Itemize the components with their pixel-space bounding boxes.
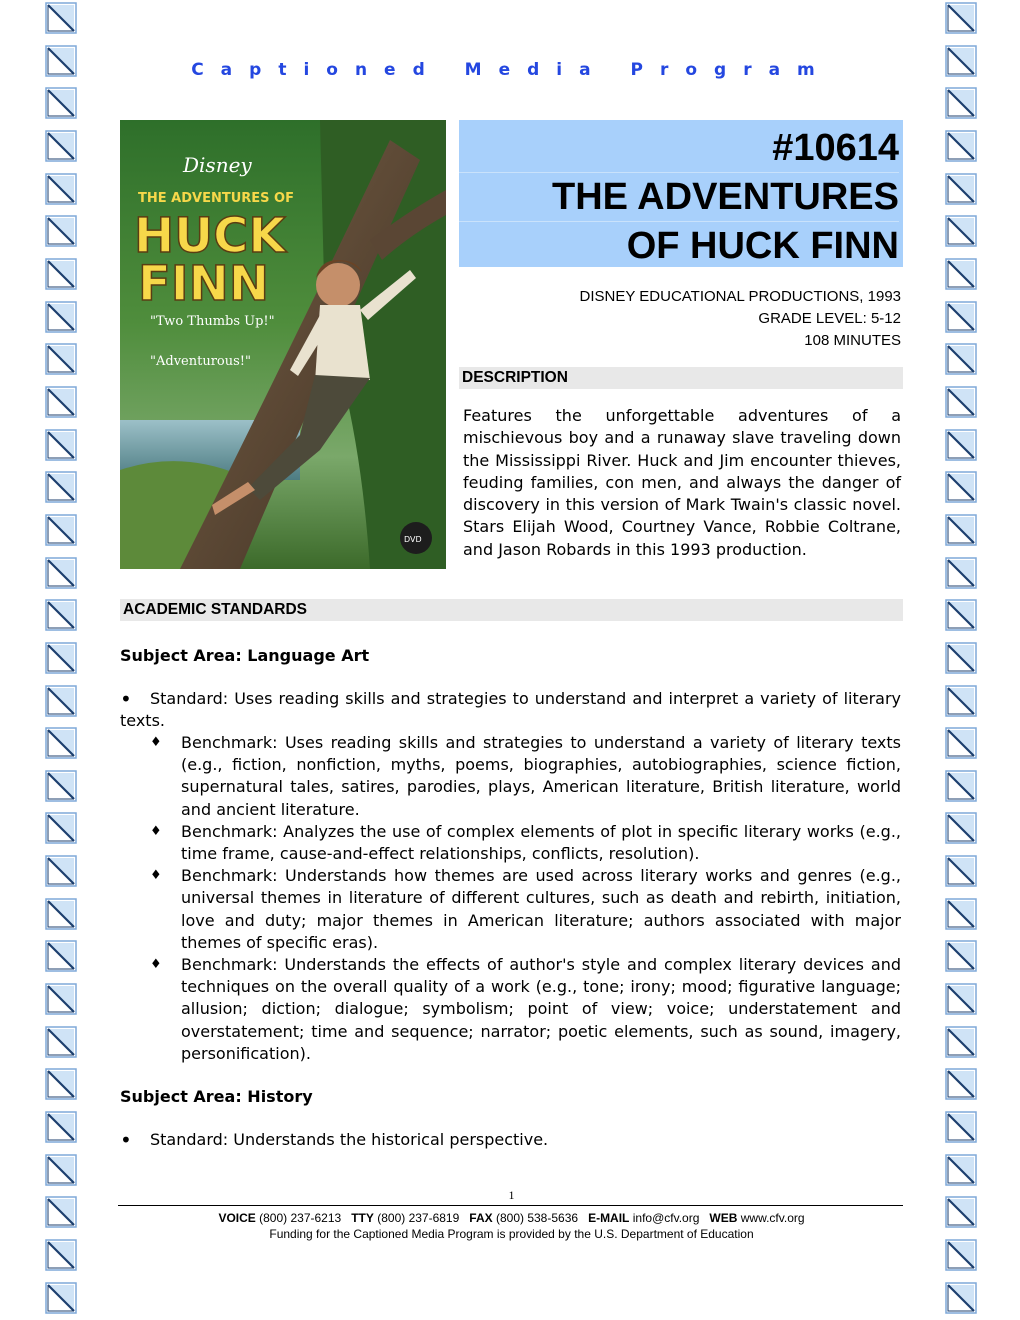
poster-quote-2: "Adventurous!" <box>150 354 251 369</box>
program-title: Captioned Media Program <box>191 60 832 80</box>
border-tile-icon <box>945 258 979 294</box>
border-tile-icon <box>945 1154 979 1190</box>
title-block <box>459 120 903 267</box>
border-tile-icon <box>45 1282 79 1318</box>
border-tile-icon <box>45 983 79 1019</box>
standard-2-text: Standard: Understands the historical perspective. <box>150 1130 549 1149</box>
border-tile-icon <box>45 45 79 81</box>
border-tile-icon <box>45 514 79 550</box>
subject-area-language-art: Subject Area: Language Art <box>120 646 370 665</box>
benchmark-item: ♦ Benchmark: Understands how themes are used across literary works and genres (e.g., universal themes in literature of different cultures, such as death and rebirth, initiation, love and duty; major themes in American literature; authors associated with major themes of specific eras). <box>150 866 901 952</box>
poster-quote-1: "Two Thumbs Up!" <box>150 314 275 329</box>
bullet-icon: • <box>120 687 132 711</box>
border-tile-icon <box>45 301 79 337</box>
border-tile-icon <box>45 1154 79 1190</box>
border-tile-icon <box>45 898 79 934</box>
web-link[interactable]: www.cfv.org <box>740 1211 805 1225</box>
border-tile-icon <box>945 855 979 891</box>
poster-title-top: THE ADVENTURES OF <box>138 191 294 206</box>
border-tile-icon <box>45 2 79 38</box>
border-tile-icon <box>945 215 979 251</box>
border-tile-icon <box>945 2 979 38</box>
border-tile-icon <box>45 855 79 891</box>
description-text: Features the unforgettable adventures of a mischievous boy and a runaway slave traveling down the Mississippi River. Huck and Jim encounter thieves, feuding families, con men, and always the danger of discovery in this version of Mark Twain's classic novel. Stars Elijah Wood, Courtney Vance, Robbie Coltrane, and Jason Robards in this 1993 production. <box>463 406 901 559</box>
diamond-bullet-icon: ♦ <box>150 868 162 884</box>
description-heading: DESCRIPTION <box>459 367 903 389</box>
benchmark-item: ♦ Benchmark: Uses reading skills and strategies to understand a variety of literary texts (e.g., fiction, nonfiction, myths, poems, biographies, autobiographies, science fiction, supernatural tales, satires, parodies, plays, American literature, British literature, world and ancient literature. <box>150 733 901 819</box>
border-tile-icon <box>945 1196 979 1232</box>
border-tile-icon <box>945 983 979 1019</box>
border-tile-icon <box>945 770 979 806</box>
border-tile-icon <box>945 173 979 209</box>
diamond-bullet-icon: ♦ <box>150 735 162 750</box>
border-tile-icon <box>945 386 979 422</box>
left-border <box>45 0 79 1320</box>
border-tile-icon <box>45 1239 79 1275</box>
border-tile-icon <box>45 429 79 465</box>
title-line-2: OF HUCK FINN <box>626 225 899 267</box>
border-tile-icon <box>945 87 979 123</box>
title-line-1: THE ADVENTURES <box>459 173 899 222</box>
border-tile-icon <box>945 1239 979 1275</box>
subject-area-history: Subject Area: History <box>120 1087 313 1106</box>
border-tile-icon <box>945 1068 979 1104</box>
border-tile-icon <box>945 599 979 635</box>
border-tile-icon <box>45 1026 79 1062</box>
benchmark-item: ♦ Benchmark: Understands the effects of author's style and complex literary devices and techniques on the overall quality of a work (e.g., tone; irony; mood; figurative language; allusion; diction; dialogue; symbolism; point of view; voice; understatement and overstatement; time and sequence; narrator; poetic elements, such as sound, imagery, personification). <box>150 955 901 1063</box>
border-tile-icon <box>945 471 979 507</box>
border-tile-icon <box>945 940 979 976</box>
voice-phone: (800) 237-6213 <box>259 1211 342 1225</box>
border-tile-icon <box>945 1282 979 1318</box>
border-tile-icon <box>945 685 979 721</box>
border-tile-icon <box>945 812 979 848</box>
border-tile-icon <box>945 557 979 593</box>
email-link[interactable]: info@cfv.org <box>632 1211 700 1225</box>
bullet-icon: • <box>120 1128 132 1152</box>
border-tile-icon <box>945 45 979 81</box>
border-tile-icon <box>45 471 79 507</box>
border-tile-icon <box>45 130 79 166</box>
fax-phone: (800) 538-5636 <box>495 1211 579 1225</box>
border-tile-icon <box>45 599 79 635</box>
border-tile-icon <box>45 343 79 379</box>
poster-title-finn: FINN <box>138 256 269 312</box>
standard-1-text: Standard: Uses reading skills and strategies to understand and interpret a variety of literary texts. <box>120 689 901 731</box>
border-tile-icon <box>45 1111 79 1147</box>
border-tile-icon <box>45 87 79 123</box>
border-tile-icon <box>45 685 79 721</box>
producer-year: DISNEY EDUCATIONAL PRODUCTIONS, 1993 <box>579 288 901 305</box>
border-tile-icon <box>45 557 79 593</box>
diamond-bullet-icon: ♦ <box>150 957 162 973</box>
border-tile-icon <box>945 898 979 934</box>
border-tile-icon <box>45 727 79 763</box>
border-tile-icon <box>945 130 979 166</box>
tty-phone: (800) 237-6819 <box>377 1211 460 1225</box>
border-tile-icon <box>45 215 79 251</box>
border-tile-icon <box>945 301 979 337</box>
border-tile-icon <box>45 386 79 422</box>
page-number: 1 <box>508 1188 515 1202</box>
runtime: 108 MINUTES <box>804 332 901 349</box>
border-tile-icon <box>45 812 79 848</box>
funding-note: Funding for the Captioned Media Program is provided by the U.S. Department of Education <box>269 1227 754 1241</box>
contact-line: VOICE (800) 237-6213 TTY (800) 237-6819 FAX (800) 538-5636 E-MAIL info@cfv.org WEB www.cfv.org <box>218 1211 805 1225</box>
border-tile-icon <box>945 727 979 763</box>
border-tile-icon <box>945 1111 979 1147</box>
footer-divider <box>118 1205 903 1206</box>
border-tile-icon <box>45 770 79 806</box>
border-tile-icon <box>45 1196 79 1232</box>
border-tile-icon <box>945 514 979 550</box>
border-tile-icon <box>945 429 979 465</box>
standard-2 <box>120 1129 901 1151</box>
border-tile-icon <box>945 343 979 379</box>
border-tile-icon <box>945 1026 979 1062</box>
border-tile-icon <box>45 642 79 678</box>
grade-level: GRADE LEVEL: 5-12 <box>758 310 901 327</box>
benchmark-list <box>150 732 901 1065</box>
benchmark-item: ♦ Benchmark: Analyzes the use of complex elements of plot in specific literary works (e.g., time frame, cause-and-effect relationships, conflicts, resolution). <box>150 821 901 864</box>
production-meta <box>459 286 901 352</box>
poster-brand-logo: Disney <box>183 153 252 177</box>
svg-text:DVD: DVD <box>404 535 422 544</box>
border-tile-icon <box>945 642 979 678</box>
border-tile-icon <box>45 1068 79 1104</box>
catalog-number: #10614 <box>459 124 899 173</box>
poster-title-huck: HUCK <box>134 208 286 264</box>
movie-poster-image <box>120 120 446 569</box>
standard-1 <box>120 688 901 732</box>
border-tile-icon <box>45 173 79 209</box>
right-border <box>945 0 979 1320</box>
diamond-bullet-icon: ♦ <box>150 823 162 839</box>
academic-standards-heading: ACADEMIC STANDARDS <box>120 599 903 621</box>
border-tile-icon <box>45 258 79 294</box>
border-tile-icon <box>45 940 79 976</box>
